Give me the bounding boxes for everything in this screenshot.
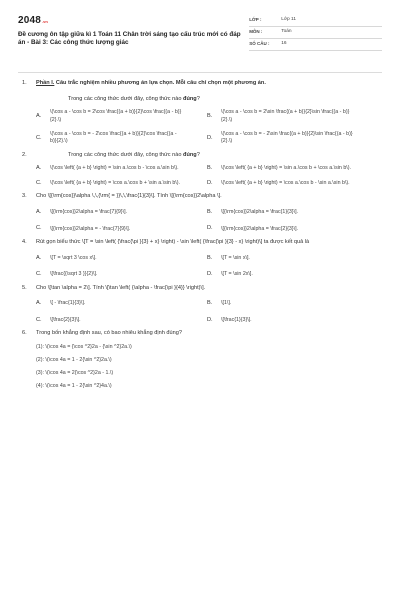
question-4-header bbox=[22, 239, 378, 247]
option-c[interactable] bbox=[36, 317, 207, 325]
option-text: \[ - \frac{1}{3}\]. bbox=[50, 300, 86, 307]
stem-emphasis: đúng bbox=[183, 151, 197, 158]
answer-options bbox=[36, 209, 378, 233]
part-name: Phần I. bbox=[36, 80, 55, 86]
option-letter: D. bbox=[207, 316, 213, 323]
option-text: \(\cos \left( {a + b} \right) = \cos a.\cos b - \sin a.\sin b\). bbox=[221, 179, 350, 186]
option-letter: C. bbox=[36, 225, 42, 232]
option-d[interactable] bbox=[207, 317, 378, 325]
option-text: \(\cos \left( {a + b} \right) = \sin a.\cos b - \cos a.\sin b\). bbox=[50, 165, 179, 172]
option-letter: A. bbox=[36, 300, 42, 307]
meta-count-label: SỐ CÂU : bbox=[249, 41, 270, 47]
question-stem bbox=[22, 96, 378, 104]
option-a[interactable] bbox=[36, 300, 207, 308]
option-text: \[{\rm{cos}}2\alpha = \frac{2}{3}\]. bbox=[221, 225, 299, 232]
question-list bbox=[18, 73, 382, 390]
stem-end: ? bbox=[196, 95, 200, 102]
option-letter: A. bbox=[36, 165, 42, 172]
option-letter: D. bbox=[207, 179, 213, 186]
option-letter: A. bbox=[36, 208, 42, 215]
meta-count-value: 16 bbox=[281, 41, 287, 47]
question-3-header bbox=[22, 193, 378, 201]
question-number: 6. bbox=[22, 330, 27, 337]
brand-name: 2048 bbox=[18, 15, 42, 26]
stem-text: Trong các công thức dưới đây, công thức nào bbox=[68, 151, 184, 158]
question-6-header bbox=[22, 330, 378, 338]
meta-subject-label: MÔN : bbox=[249, 29, 263, 35]
meta-class-value: Lớp 11 bbox=[281, 17, 296, 23]
option-text: \(\cos a - \cos b = 2\sin \frac{(a + b)}{2}\sin \frac{(a - b)}{2}.\) bbox=[221, 109, 350, 123]
option-c[interactable] bbox=[36, 271, 207, 279]
meta-panel bbox=[249, 15, 382, 51]
question-text: Cho \[{\rm{cos}}\alpha \,\,{\rm{ = }}\,\,\frac{1}{3}\]. Tính \[{\rm{cos}}2\alpha \]. bbox=[36, 193, 222, 200]
option-letter: B. bbox=[207, 112, 213, 119]
statement-item: (4): \(\cos 4a = 1 - 2{\sin ^2}4a.\) bbox=[36, 383, 112, 390]
question-3 bbox=[22, 193, 378, 233]
meta-row-count bbox=[249, 39, 382, 51]
question-5-header bbox=[22, 285, 378, 293]
statement-list bbox=[36, 344, 378, 391]
statement-item: (1): \(\cos 4a = {\cos ^2}2a - {\sin ^2}2a.\) bbox=[36, 343, 132, 350]
part-heading bbox=[36, 80, 378, 88]
option-text: \[\frac{1}{3}\]. bbox=[221, 316, 252, 323]
answer-options bbox=[36, 300, 378, 324]
option-text: \[T = \sqrt 3 \cos x\]. bbox=[50, 254, 97, 261]
question-number: 5. bbox=[22, 284, 27, 291]
option-a[interactable] bbox=[36, 109, 207, 124]
option-letter: D. bbox=[207, 225, 213, 232]
option-letter: D. bbox=[207, 134, 213, 141]
stem-emphasis: đúng bbox=[183, 95, 197, 102]
option-a[interactable] bbox=[36, 255, 207, 263]
option-b[interactable] bbox=[207, 165, 378, 173]
option-c[interactable] bbox=[36, 131, 207, 146]
option-letter: B. bbox=[207, 300, 213, 307]
question-6 bbox=[22, 330, 378, 390]
option-text: \(\cos \left( {a + b} \right) = \cos a.\cos b + \sin a.\sin b\). bbox=[50, 179, 180, 186]
question-text: Trong bốn khẳng định sau, có bao nhiêu khẳng định đúng? bbox=[36, 330, 182, 337]
question-number: 2. bbox=[22, 151, 27, 158]
page-title: Đề cương ôn tập giữa kì 1 Toán 11 Chân trời sáng tạo cấu trúc mới có đáp án - Bài 3: Các công thức lượng giác bbox=[18, 30, 241, 46]
option-c[interactable] bbox=[36, 180, 207, 188]
question-number: 4. bbox=[22, 239, 27, 245]
meta-class-label: LỚP : bbox=[249, 17, 262, 23]
statement-item: (2): \(\cos 4a = 1 - 2{\sin ^2}2a.\) bbox=[36, 356, 112, 363]
question-1-header bbox=[22, 80, 378, 88]
meta-subject-value: Toán bbox=[281, 29, 292, 35]
meta-row-class bbox=[249, 15, 382, 27]
option-text: \[{\rm{cos}}2\alpha = \frac{7}{9}\]. bbox=[50, 208, 128, 215]
option-letter: A. bbox=[36, 112, 42, 119]
option-d[interactable] bbox=[207, 225, 378, 233]
option-text: \(\cos a - \cos b = - 2\cos \frac{(a + b)}{2}\cos \frac{(a - b)}{2}.\) bbox=[50, 130, 177, 145]
answer-options bbox=[36, 255, 378, 279]
option-b[interactable] bbox=[207, 109, 378, 124]
option-d[interactable] bbox=[207, 131, 378, 146]
question-number: 1. bbox=[22, 80, 27, 86]
question-5 bbox=[22, 285, 378, 325]
option-letter: C. bbox=[36, 271, 42, 278]
stem-text: Trong các công thức dưới đây, công thức nào bbox=[68, 95, 184, 102]
option-a[interactable] bbox=[36, 165, 207, 173]
question-text: Cho \[\tan \alpha = 2\]. Tính \[\tan \left( {\alpha - \frac{\pi }{4}} \right)\]. bbox=[36, 284, 206, 291]
option-text: \[1\]. bbox=[221, 300, 232, 307]
question-stem bbox=[36, 152, 378, 160]
option-d[interactable] bbox=[207, 271, 378, 279]
option-text: \[T = \sin x\]. bbox=[221, 254, 250, 261]
option-letter: A. bbox=[36, 254, 42, 261]
header bbox=[18, 14, 382, 61]
header-left bbox=[18, 14, 249, 47]
statement-item: (3): \(\cos 4a = 2{\cos ^2}2a - 1.\) bbox=[36, 370, 114, 377]
question-4 bbox=[22, 239, 378, 279]
option-b[interactable] bbox=[207, 209, 378, 217]
question-1 bbox=[22, 80, 378, 146]
option-text: \(\cos a - \cos b = 2\cos \frac{(a + b)}{2}\cos \frac{(a - b)}{2}.\) bbox=[50, 109, 182, 123]
brand-suffix: .vn bbox=[42, 19, 48, 24]
brand-logo[interactable] bbox=[18, 14, 249, 28]
question-2-header bbox=[22, 152, 378, 160]
answer-options bbox=[36, 109, 378, 146]
question-2 bbox=[22, 152, 378, 188]
meta-row-subject bbox=[249, 27, 382, 39]
option-text: \[\frac{2}{3}\]. bbox=[50, 316, 81, 323]
option-letter: B. bbox=[207, 254, 213, 261]
part-description: Câu trắc nghiệm nhiều phương án lựa chọn. Mỗi câu chỉ chọn một phương án. bbox=[54, 80, 266, 86]
option-letter: C. bbox=[36, 134, 42, 141]
answer-options bbox=[36, 165, 378, 187]
option-c[interactable] bbox=[36, 225, 207, 233]
option-b[interactable] bbox=[207, 300, 378, 308]
option-a[interactable] bbox=[36, 209, 207, 217]
option-letter: C. bbox=[36, 179, 42, 186]
stem-end: ? bbox=[196, 151, 200, 158]
option-letter: B. bbox=[207, 208, 213, 215]
option-text: \[{\rm{cos}}2\alpha = - \frac{7}{9}\]. bbox=[50, 225, 131, 232]
option-text: \[T = \sin 2x\]. bbox=[221, 271, 253, 278]
option-letter: C. bbox=[36, 316, 42, 323]
option-letter: D. bbox=[207, 271, 213, 278]
option-text: \[\frac{{\sqrt 3 }}{2}\]. bbox=[50, 271, 98, 278]
question-number: 3. bbox=[22, 193, 27, 200]
option-d[interactable] bbox=[207, 180, 378, 188]
option-text: \(\cos a - \cos b = - 2\sin \frac{(a + b)}{2}\sin \frac{(a - b)}{2}.\) bbox=[221, 130, 353, 145]
option-text: \(\cos \left( {a + b} \right) = \sin a.\cos b + \cos a.\sin b\). bbox=[221, 165, 351, 172]
option-b[interactable] bbox=[207, 255, 378, 263]
option-letter: B. bbox=[207, 165, 213, 172]
question-text: Rút gọn biểu thức \[T = \sin \left( {\frac{\pi }{3} + x} \right) - \sin \left( {\frac{\pi }{3} - x} \right)\] ta được kết quả là bbox=[36, 239, 310, 245]
option-text: \[{\rm{cos}}2\alpha = \frac{1}{3}\]. bbox=[221, 208, 299, 215]
